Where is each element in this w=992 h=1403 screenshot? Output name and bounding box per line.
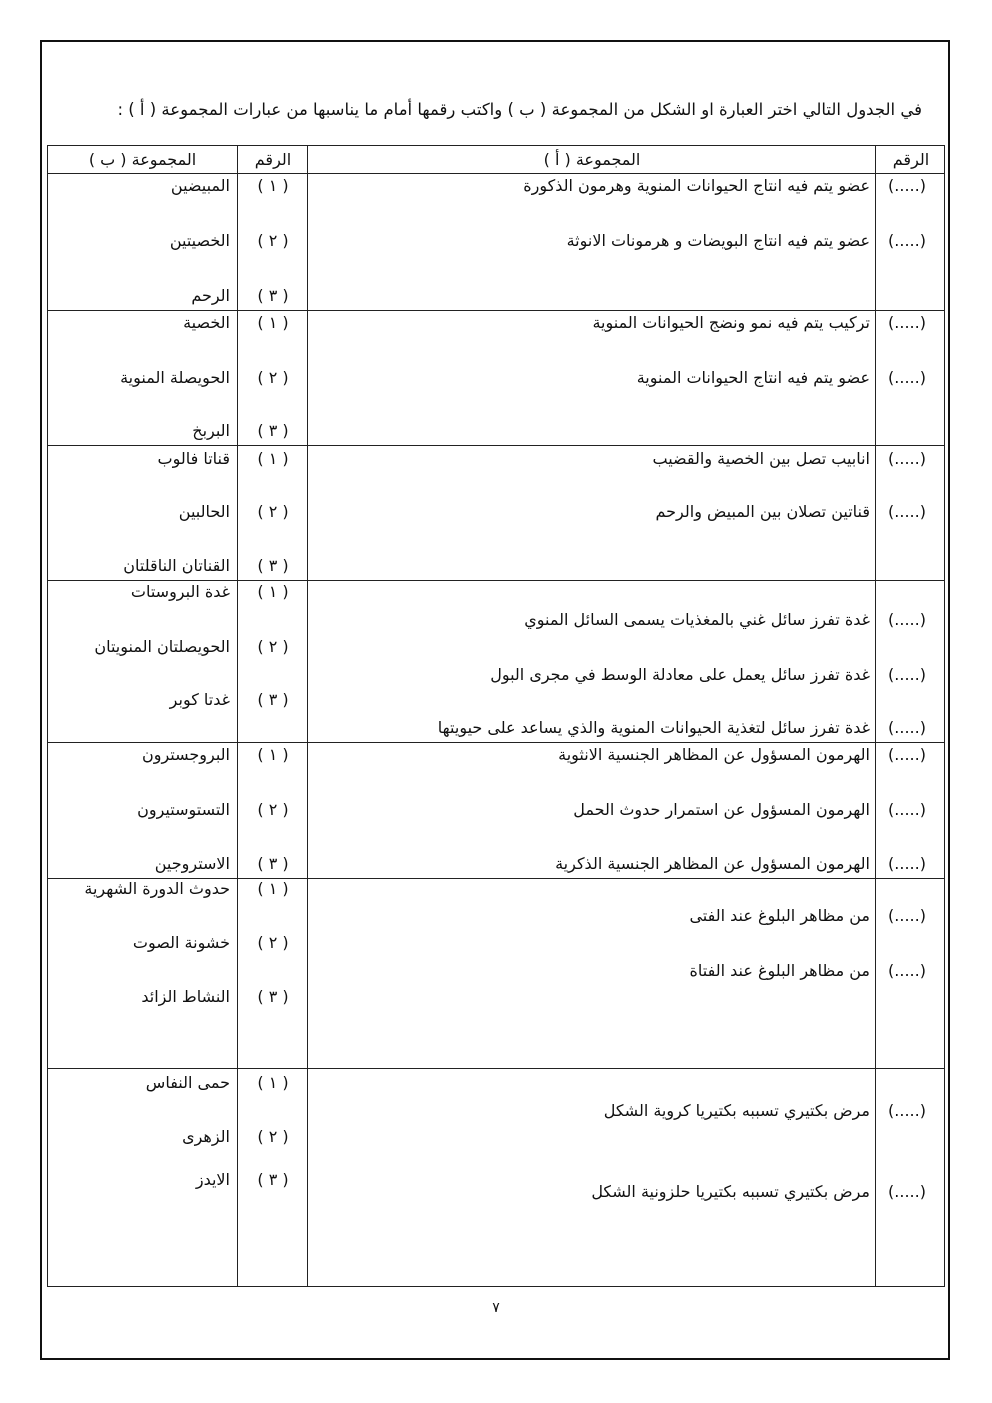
option-b: حمى النفاس xyxy=(145,1073,230,1092)
statement-a: عضو يتم فيه انتاج الحيوانات المنوية xyxy=(636,368,870,387)
option-number: ( ٢ ) xyxy=(257,231,289,250)
option-number: ( ١ ) xyxy=(257,745,289,764)
answer-blank: (.....) xyxy=(888,368,926,387)
statement-a: من مظاهر البلوغ عند الفتاة xyxy=(689,961,870,980)
statement-a: عضو يتم فيه انتاج البويضات و هرمونات الانوثة xyxy=(566,231,870,250)
option-number: ( ٣ ) xyxy=(257,286,289,305)
option-b: غدتا كوبر xyxy=(169,690,230,709)
answer-blank: (.....) xyxy=(888,231,926,250)
statement-a: عضو يتم فيه انتاج الحيوانات المنوية وهرمون الذكورة xyxy=(523,176,870,195)
option-number: ( ٣ ) xyxy=(257,1170,289,1189)
header-group-b: المجموعة ( ب ) xyxy=(88,150,197,169)
option-b: التستوستيرون xyxy=(137,800,230,819)
statement-a: انابيب تصل بين الخصية والقضيب xyxy=(652,449,870,468)
answer-blank: (.....) xyxy=(888,1182,926,1201)
statement-a: مرض بكتيري تسببه بكتيريا كروية الشكل xyxy=(603,1101,870,1120)
option-number: ( ١ ) xyxy=(257,176,289,195)
answer-blank: (.....) xyxy=(888,854,926,873)
statement-a: الهرمون المسؤول عن المظاهر الجنسية الذكرية xyxy=(555,854,870,873)
statement-a: مرض بكتيري تسببه بكتيريا حلزونية الشكل xyxy=(591,1182,870,1201)
option-b: الايدز xyxy=(195,1170,230,1189)
option-number: ( ٣ ) xyxy=(257,987,289,1006)
option-b: الحويصلتان المنويتان xyxy=(94,637,230,656)
statement-a: الهرمون المسؤول عن استمرار حدوث الحمل xyxy=(573,800,870,819)
option-b: الخصية xyxy=(183,313,230,332)
option-number: ( ١ ) xyxy=(257,1073,289,1092)
option-b: المبيضين xyxy=(170,176,230,195)
option-number: ( ١ ) xyxy=(257,582,289,601)
answer-blank: (.....) xyxy=(888,449,926,468)
instruction-text: في الجدول التالي اختر العبارة او الشكل من المجموعة ( ب ) واكتب رقمها أمام ما يناسبها من عبارات المجموعة ( أ ) : xyxy=(117,100,922,119)
option-b: الرحم xyxy=(191,286,230,305)
option-b: النشاط الزائد xyxy=(141,987,230,1006)
option-number: ( ٢ ) xyxy=(257,933,289,952)
statement-a: غدة تفرز سائل غني بالمغذيات يسمى السائل المنوي xyxy=(524,610,870,629)
answer-blank: (.....) xyxy=(888,800,926,819)
option-b: الحالبين xyxy=(178,502,230,521)
option-b: البروجسترون xyxy=(142,745,230,764)
option-b: غدة البروستات xyxy=(130,582,230,601)
column-divider xyxy=(875,146,876,1286)
statement-a: من مظاهر البلوغ عند الفتى xyxy=(689,906,870,925)
header-number-a: الرقم xyxy=(892,150,930,169)
section-divider xyxy=(48,580,944,581)
option-number: ( ٢ ) xyxy=(257,800,289,819)
header-divider xyxy=(48,173,944,174)
column-divider xyxy=(237,146,238,1286)
answer-blank: (.....) xyxy=(888,906,926,925)
statement-a: قناتين تصلان بين المبيض والرحم xyxy=(655,502,870,521)
option-b: الزهرى xyxy=(182,1127,230,1146)
option-number: ( ٣ ) xyxy=(257,690,289,709)
option-b: القناتان الناقلتان xyxy=(123,556,230,575)
answer-blank: (.....) xyxy=(888,610,926,629)
option-number: ( ٢ ) xyxy=(257,1127,289,1146)
answer-blank: (.....) xyxy=(888,961,926,980)
header-number-b: الرقم xyxy=(254,150,292,169)
header-group-a: المجموعة ( أ ) xyxy=(543,150,641,169)
option-number: ( ٣ ) xyxy=(257,421,289,440)
option-number: ( ١ ) xyxy=(257,313,289,332)
answer-blank: (.....) xyxy=(888,665,926,684)
section-divider xyxy=(48,310,944,311)
answer-blank: (.....) xyxy=(888,745,926,764)
statement-a: غدة تفرز سائل لتغذية الحيوانات المنوية والذي يساعد على حيويتها xyxy=(437,718,870,737)
option-number: ( ٣ ) xyxy=(257,556,289,575)
answer-blank: (.....) xyxy=(888,718,926,737)
option-number: ( ٢ ) xyxy=(257,502,289,521)
answer-blank: (.....) xyxy=(888,1101,926,1120)
page-number: ٧ xyxy=(492,1300,500,1316)
option-b: البربخ xyxy=(192,421,230,440)
option-b: الخصيتين xyxy=(169,231,230,250)
section-divider xyxy=(48,1068,944,1069)
option-number: ( ٣ ) xyxy=(257,854,289,873)
column-divider xyxy=(307,146,308,1286)
answer-blank: (.....) xyxy=(888,176,926,195)
section-divider xyxy=(48,742,944,743)
section-divider xyxy=(48,445,944,446)
option-number: ( ٢ ) xyxy=(257,637,289,656)
matching-table xyxy=(47,145,945,1287)
option-number: ( ١ ) xyxy=(257,879,289,898)
statement-a: غدة تفرز سائل يعمل على معادلة الوسط في مجرى البول xyxy=(490,665,870,684)
statement-a: تركيب يتم فيه نمو ونضج الحيوانات المنوية xyxy=(592,313,870,332)
option-b: الاستروجين xyxy=(154,854,230,873)
option-b: خشونة الصوت xyxy=(132,933,230,952)
option-b: الحويصلة المنوية xyxy=(120,368,230,387)
statement-a: الهرمون المسؤول عن المظاهر الجنسية الانثوية xyxy=(558,745,870,764)
answer-blank: (.....) xyxy=(888,502,926,521)
option-b: قناتا فالوب xyxy=(157,449,230,468)
answer-blank: (.....) xyxy=(888,313,926,332)
option-number: ( ١ ) xyxy=(257,449,289,468)
option-number: ( ٢ ) xyxy=(257,368,289,387)
option-b: حدوث الدورة الشهرية xyxy=(84,879,230,898)
